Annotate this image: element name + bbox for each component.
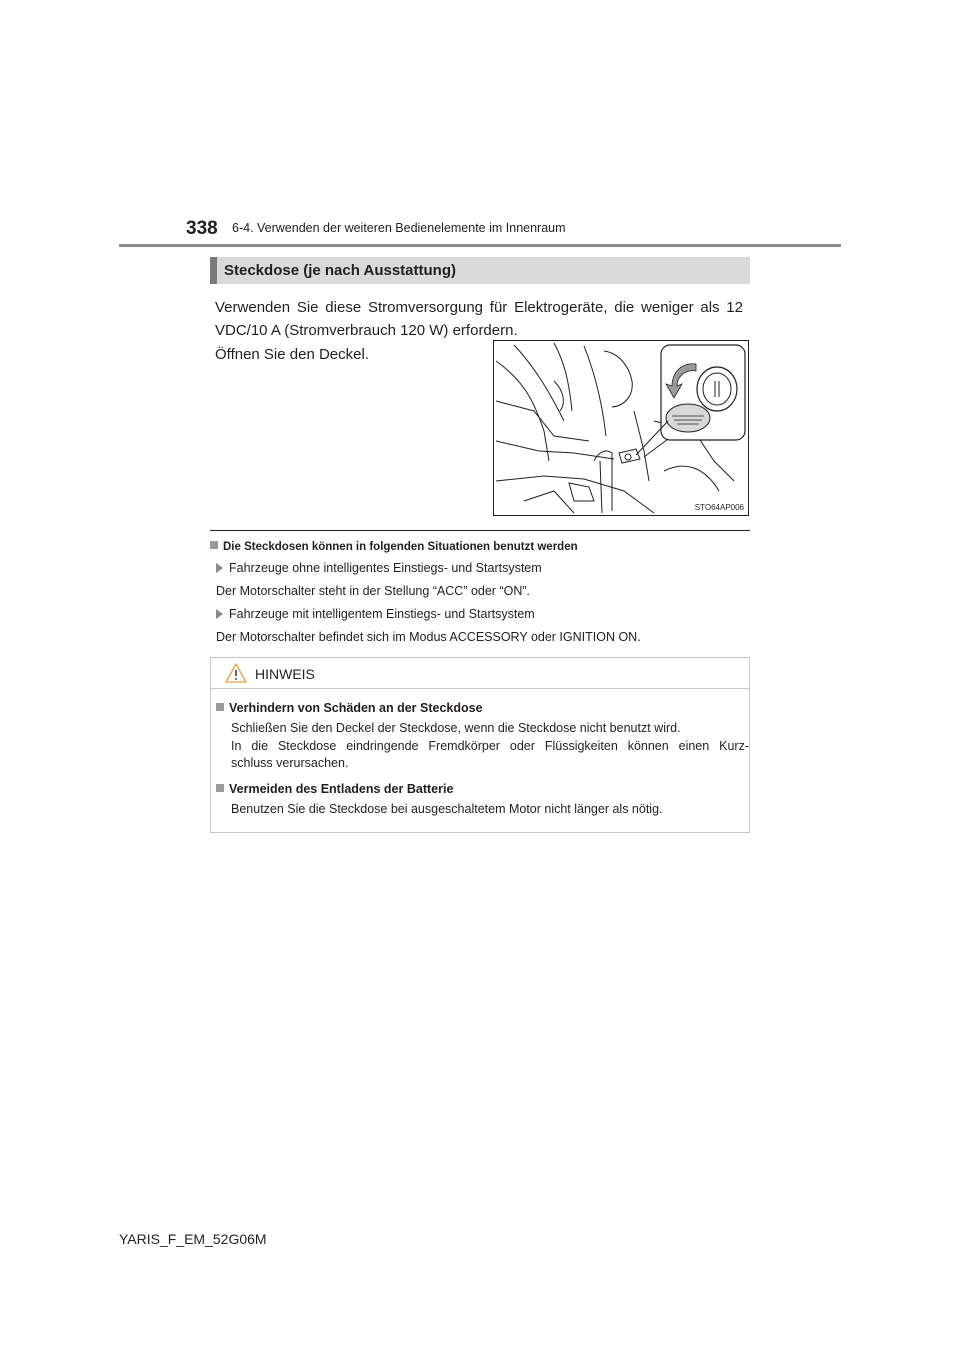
hinweis-item-title: Vermeiden des Entladens der Batterie bbox=[216, 782, 453, 796]
section-accent bbox=[210, 257, 217, 284]
section-title: Steckdose (je nach Ausstattung) bbox=[224, 262, 456, 279]
square-bullet-icon bbox=[216, 784, 224, 792]
inset-pointer-lines bbox=[634, 419, 670, 459]
outlet-detail-inset bbox=[660, 344, 746, 441]
hinweis-item-title: Verhindern von Schäden an der Steckdose bbox=[216, 701, 483, 715]
page-number: 338 bbox=[186, 218, 218, 239]
list-item-detail: Der Motorschalter steht in der Stellung “ACC” oder “ON”. bbox=[216, 584, 530, 598]
list-item bbox=[216, 561, 542, 575]
chapter-title: 6-4. Verwenden der weiteren Bedienelemente im Innenraum bbox=[232, 221, 566, 235]
list-item-detail: Der Motorschalter befindet sich im Modus ACCESSORY oder IGNITION ON. bbox=[216, 630, 641, 644]
notes-heading-text: Die Steckdosen können in folgenden Situationen benutzt werden bbox=[223, 541, 578, 553]
triangle-bullet-icon bbox=[216, 609, 223, 619]
triangle-bullet-icon bbox=[216, 563, 223, 573]
bullet-text: Fahrzeuge ohne intelligentes Einstiegs- und Startsystem bbox=[229, 561, 542, 575]
notes-heading bbox=[210, 541, 578, 553]
header-divider bbox=[119, 244, 841, 247]
figure-code: STO64AP006 bbox=[694, 503, 744, 512]
hinweis-header bbox=[211, 658, 749, 689]
step-instruction: Öffnen Sie den Deckel. bbox=[215, 346, 369, 363]
warning-icon bbox=[225, 663, 247, 683]
hinweis-box bbox=[210, 657, 750, 833]
intro-paragraph: Verwenden Sie diese Stromversorgung für Elektrogeräte, die weniger als 12 VDC/10 A (Stromverbrauch 120 W) erfordern. bbox=[215, 299, 743, 339]
power-outlet-illustration bbox=[493, 340, 749, 516]
bullet-text: Fahrzeuge mit intelligentem Einstiegs- und Startsystem bbox=[229, 607, 535, 621]
hinweis-item-text: Benutzen Sie die Steckdose bei ausgeschaltetem Motor nicht länger als nötig. bbox=[231, 802, 663, 816]
hinweis-item-text: Schließen Sie den Deckel der Steckdose, wenn die Steckdose nicht benutzt wird. In die Steckdose eindringende Fremdkörper oder Flüssigkeiten können einen Kurz- schluss verursachen. bbox=[231, 721, 749, 770]
hinweis-label: HINWEIS bbox=[255, 666, 315, 682]
section-divider bbox=[210, 530, 750, 531]
square-bullet-icon bbox=[210, 541, 218, 549]
document-code: YARIS_F_EM_52G06M bbox=[119, 1231, 267, 1247]
square-bullet-icon bbox=[216, 703, 224, 711]
section-title-bar bbox=[210, 257, 750, 284]
list-item bbox=[216, 607, 535, 621]
